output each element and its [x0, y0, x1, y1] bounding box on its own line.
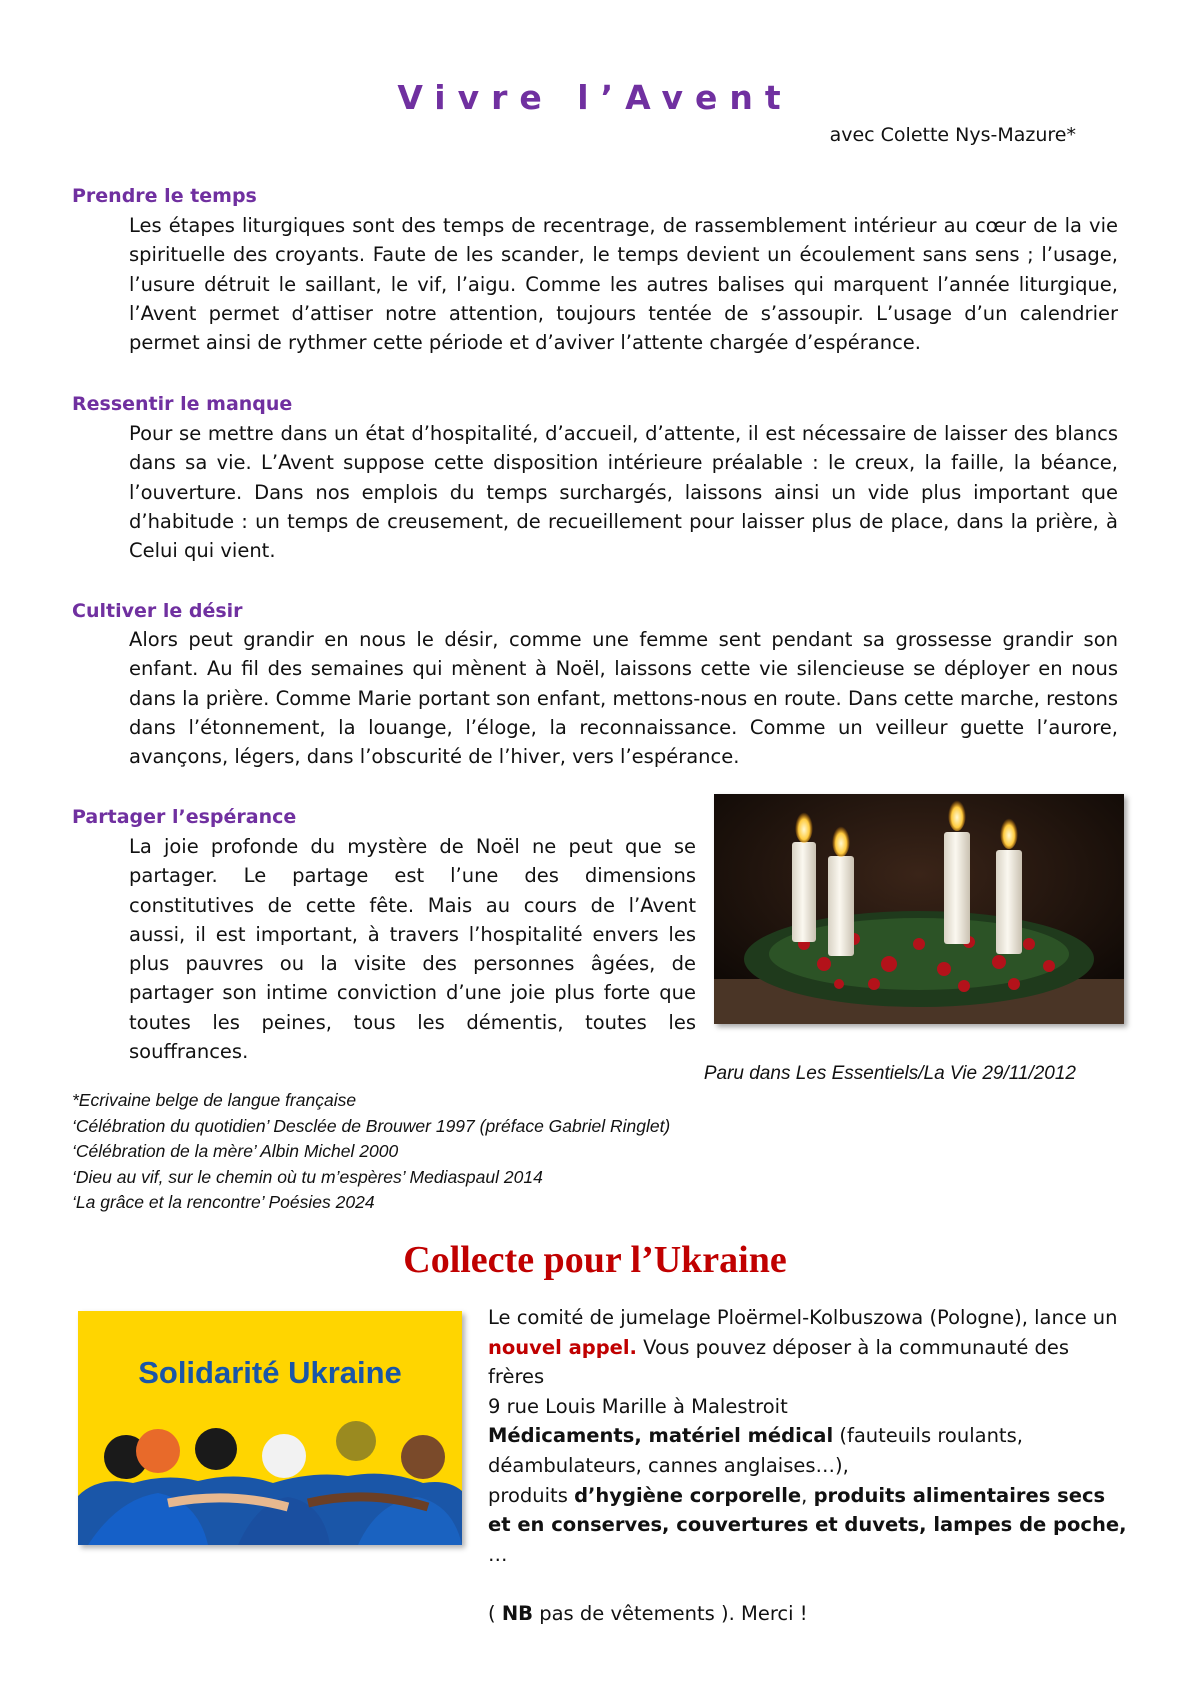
source-citation: Paru dans Les Essentiels/La Vie 29/11/2012: [703, 1063, 1076, 1084]
comma: ,: [801, 1483, 814, 1507]
section-text: Les étapes liturgiques sont des temps de recentrage, de rassemblement intérieur au cœur de la vie spirituelle des croyants. Faute de les scander, le temps devient un écoulement sans sens ; l’usage, l’usure détruit le saillant, le vif, l’aigu. Comme les autres balises qui marquent l’année liturgique, l’Avent permet d’attiser notre attention, toujours tentée de s’assoupir. L’usage d’un calendrier permet ainsi de rythmer cette période et d’aviver l’attente chargée d’espérance.: [129, 214, 1118, 355]
article-title: Vivre l’Avent: [397, 78, 793, 117]
section-heading: Partager l’espérance: [72, 806, 297, 828]
section-heading: Ressentir le manque: [72, 393, 293, 415]
section-text: Alors peut grandir en nous le désir, comme une femme sent pendant sa grossesse grandir son enfant. Au fil des semaines qui mènent à Noël, laissons cette vie silencieuse se déployer en nous dans la prière. Comme Marie portant son enfant, mettons-nous en route. Dans cette marche, restons dans l’étonnement, la louange, l’éloge, la reconnaissance. Comme un veilleur guette l’aurore, avançons, légers, dans l’obscurité de l’hiver, vers l’espérance.: [129, 628, 1118, 769]
note-line: ‘Célébration du quotidien’ Desclée de Brouwer 1997 (préface Gabriel Ringlet): [72, 1115, 671, 1136]
image-label: Solidarité Ukraine: [138, 1355, 402, 1390]
note-line: ‘La grâce et la rencontre’ Poésies 2024: [72, 1192, 375, 1212]
note-line: ‘Célébration de la mère’ Albin Michel 2000: [72, 1141, 399, 1161]
collecte-line: 9 rue Louis Marille à Malestroit: [488, 1394, 788, 1418]
note-line: *Ecrivaine belge de langue française: [72, 1090, 357, 1110]
collecte-line: déambulateurs, cannes anglaises…),: [488, 1453, 849, 1477]
hygiene: d’hygiène corporelle: [574, 1483, 802, 1507]
ellipsis: …: [488, 1542, 508, 1566]
medicaments-rest: (fauteuils roulants,: [833, 1424, 1023, 1448]
byline: avec Colette Nys-Mazure*: [829, 124, 1076, 146]
collecte-line-rest: Vous pouvez déposer à la communauté des frères: [488, 1335, 1070, 1389]
collecte-line: [488, 1421, 1128, 1451]
section-heading: Cultiver le désir: [72, 600, 243, 622]
produits: produits: [488, 1483, 575, 1507]
collecte-line: [488, 1481, 1128, 1570]
advent-candles-photo: [714, 794, 1124, 1024]
solidarite-ukraine-image: [78, 1311, 462, 1545]
collecte-text: [488, 1303, 1128, 1629]
medicaments: Médicaments, matériel médical: [488, 1424, 834, 1448]
section-heading: Prendre le temps: [72, 185, 257, 207]
nouvel-appel: nouvel appel.: [488, 1335, 637, 1359]
section-text: La joie profonde du mystère de Noël ne peut que se partager. Le partage est l’une des dimensions constitutives de cette fête. Mais au cours de l’Avent aussi, il est important, à travers l’hospitalité envers les plus pauvres ou la visite des personnes âgées, de partager son intime conviction d’une joie plus forte que toutes les peines, tous les démentis, toutes les souffrances.: [129, 835, 696, 1064]
collecte-line: [488, 1599, 1128, 1629]
note-line: ‘Dieu au vif, sur le chemin où tu m’espères’ Mediaspaul 2014: [72, 1166, 543, 1187]
items-list: produits alimentaires secs et en conserves, couvertures et duvets, lampes de poche,: [488, 1483, 1127, 1537]
nb-label: NB: [501, 1601, 533, 1625]
section-text: Pour se mettre dans un état d’hospitalité, d’accueil, d’attente, il est nécessaire de laisser des blancs dans sa vie. L’Avent suppose cette disposition intérieure préalable : le creux, la faille, la béance, l’ouverture. Dans nos emplois du temps surchargés, laissons ainsi un vide plus important que d’habitude : un temps de creusement, de recueillement pour laisser plus de place, dans la prière, à Celui qui vient.: [129, 422, 1118, 563]
author-notes: [72, 1088, 670, 1216]
collecte-title: Collecte pour l’Ukraine: [403, 1239, 787, 1281]
collecte-line: Le comité de jumelage Ploërmel-Kolbuszowa (Pologne), lance un: [488, 1306, 1118, 1329]
nb-rest: pas de vêtements ). Merci !: [533, 1601, 808, 1625]
collecte-line: [488, 1333, 1128, 1392]
nb-open: (: [488, 1601, 502, 1625]
